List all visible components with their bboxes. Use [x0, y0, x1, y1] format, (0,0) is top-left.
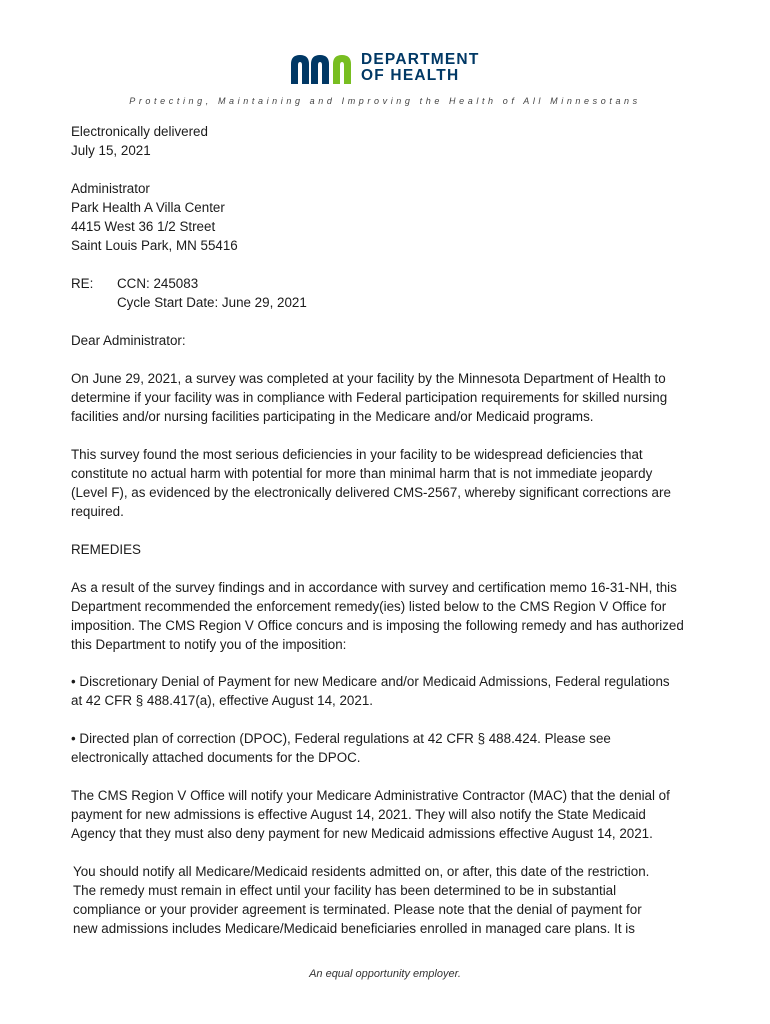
- paragraph-line: determine if your facility was in compliance with Federal participation requirements for skilled nursing: [71, 390, 668, 405]
- bullet-dpoc: electronically attached documents for the DPOC.: [71, 750, 361, 765]
- paragraph-line: As a result of the survey findings and in accordance with survey and certification memo 16-31-NH, this: [71, 580, 677, 595]
- letter-date: July 15, 2021: [71, 143, 151, 158]
- mdh-logo: [289, 50, 489, 90]
- footer-eeo: An equal opportunity employer.: [309, 968, 461, 980]
- paragraph-line: On June 29, 2021, a survey was completed at your facility by the Minnesota Department of Health to: [71, 371, 666, 386]
- paragraph-line: facilities and/or nursing facilities participating in the Medicare and/or Medicaid programs.: [71, 409, 594, 424]
- bullet-denial-of-payment: at 42 CFR § 488.417(a), effective August 14, 2021.: [71, 693, 373, 708]
- dept-name: DEPARTMENT OF HEALTH: [361, 51, 480, 84]
- paragraph-line: payment for new admissions is effective August 14, 2021. They will also notify the State Medicaid: [71, 807, 646, 822]
- salutation: Dear Administrator:: [71, 333, 186, 348]
- re-cycle-date: Cycle Start Date: June 29, 2021: [117, 295, 307, 310]
- address-line: Saint Louis Park, MN 55416: [71, 238, 238, 253]
- paragraph-line: This survey found the most serious deficiencies in your facility to be widespread deficiencies that: [71, 447, 643, 462]
- paragraph-line: compliance or your provider agreement is terminated. Please note that the denial of payment for: [73, 902, 642, 917]
- paragraph-line: constitute no actual harm with potential for more than minimal harm that is not immediate jeopardy: [71, 466, 653, 481]
- remedies-heading: REMEDIES: [71, 542, 141, 557]
- address-line: Park Health A Villa Center: [71, 200, 225, 215]
- bullet-denial-of-payment: • Discretionary Denial of Payment for new Medicare and/or Medicaid Admissions, Federal regulations: [71, 674, 670, 689]
- paragraph-line: Agency that they must also deny payment for new Medicaid admissions effective August 14, 2021.: [71, 826, 653, 841]
- address-line: 4415 West 36 1/2 Street: [71, 219, 216, 234]
- address-line: Administrator: [71, 181, 150, 196]
- re-ccn: CCN: 245083: [117, 276, 199, 291]
- paragraph-line: The remedy must remain in effect until your facility has been determined to be in substantial: [73, 883, 617, 898]
- paragraph-line: new admissions includes Medicare/Medicaid beneficiaries enrolled in managed care plans. It is: [73, 921, 635, 936]
- paragraph-line: imposition. The CMS Region V Office concurs and is imposing the following remedy and has authorized: [71, 618, 684, 633]
- bullet-dpoc: • Directed plan of correction (DPOC), Federal regulations at 42 CFR § 488.424. Please see: [71, 731, 611, 746]
- paragraph-line: You should notify all Medicare/Medicaid residents admitted on, or after, this date of the restriction.: [73, 864, 650, 879]
- paragraph-line: Department recommended the enforcement remedy(ies) listed below to the CMS Region V Office for: [71, 599, 667, 614]
- tagline: Protecting, Maintaining and Improving the Health of All Minnesotans: [129, 96, 641, 106]
- mn-logo-icon: [289, 52, 355, 86]
- paragraph-line: The CMS Region V Office will notify your Medicare Administrative Contractor (MAC) that the denial of: [71, 788, 670, 803]
- paragraph-line: required.: [71, 504, 124, 519]
- re-label: RE:: [71, 276, 94, 291]
- paragraph-line: (Level F), as evidenced by the electronically delivered CMS-2567, whereby significant corrections are: [71, 485, 671, 500]
- delivery-method: Electronically delivered: [71, 124, 208, 139]
- paragraph-line: this Department to notify you of the imposition:: [71, 637, 347, 652]
